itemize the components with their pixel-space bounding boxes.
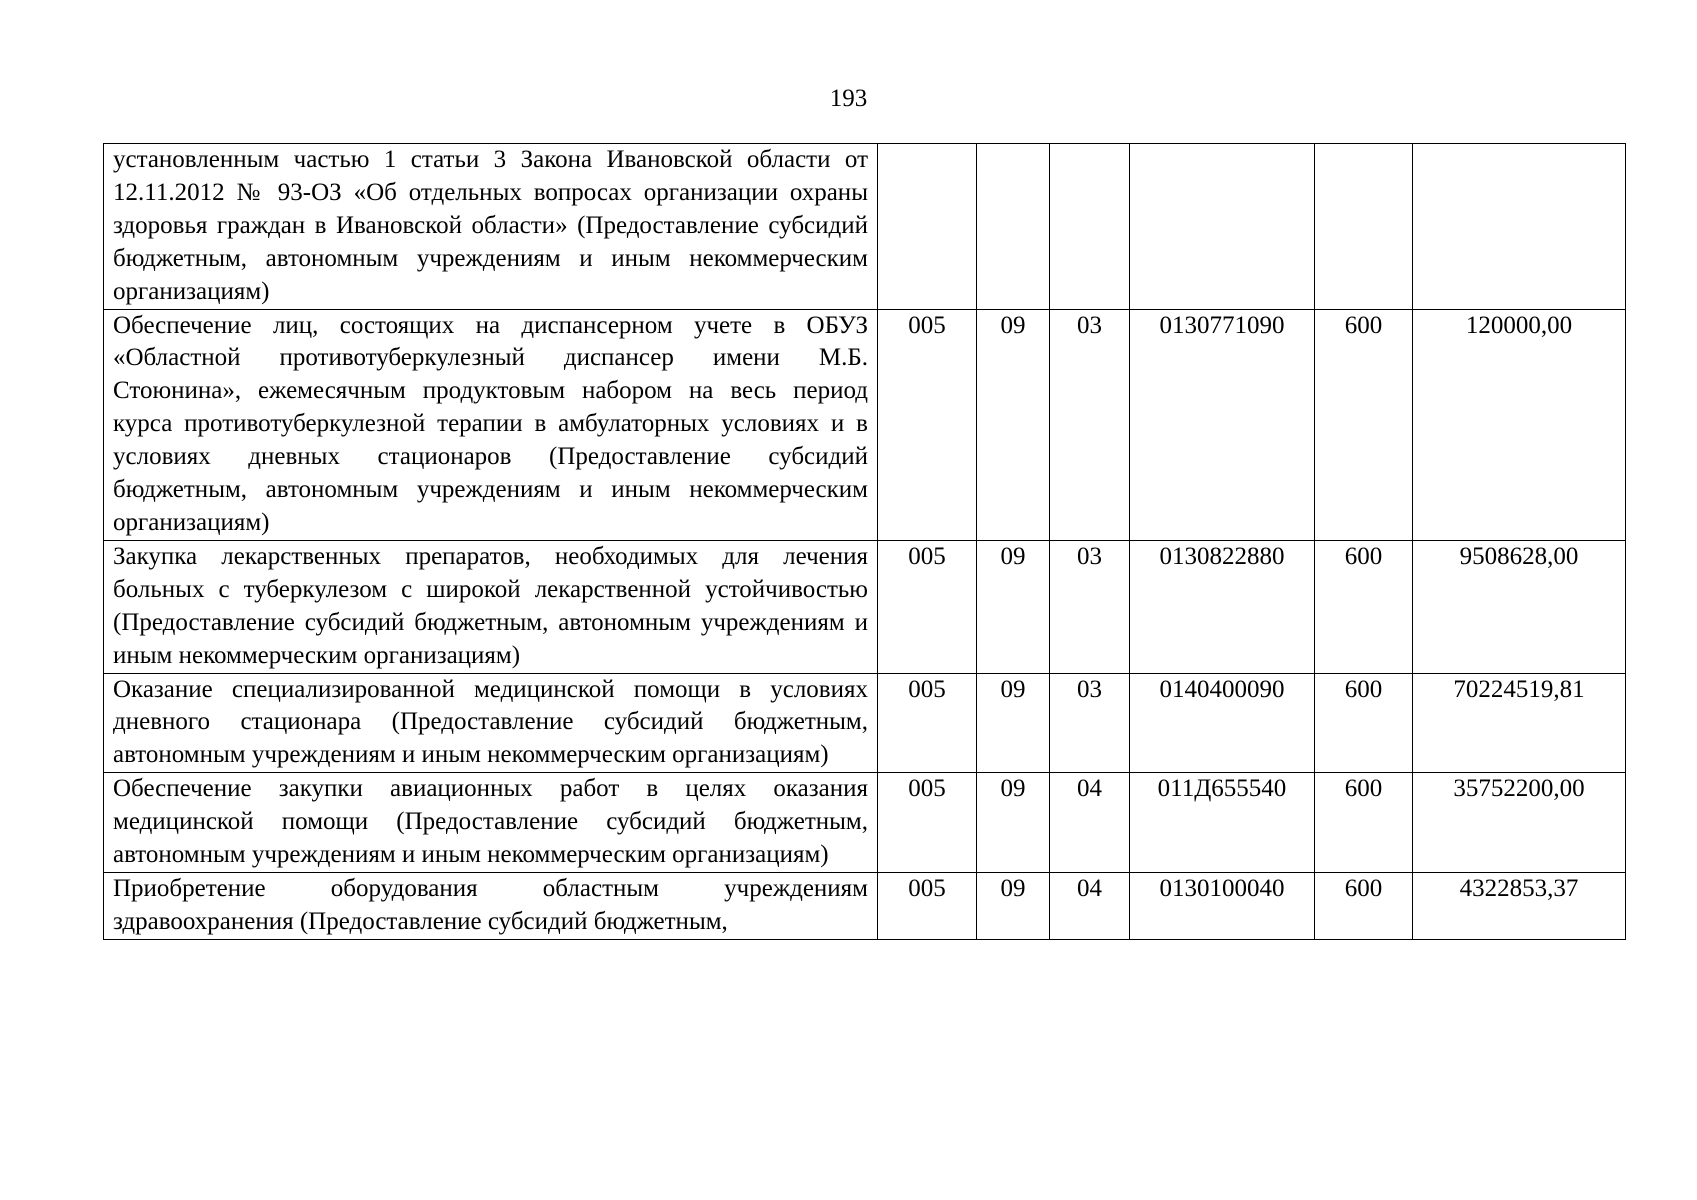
amount: 9508628,00 (1413, 540, 1626, 673)
row-description: Закупка лекарственных препаратов, необходимых для лечения больных с туберкулезом с широкой лекарственной устойчивостью (Предоставление субсидий бюджетным, автономным учреждениям и иным некоммерческим организациям) (104, 540, 878, 673)
subsection-code: 03 (1050, 540, 1130, 673)
target-article-code: 0130822880 (1130, 540, 1315, 673)
ministry-code (878, 144, 977, 310)
section-code: 09 (977, 872, 1050, 939)
row-description: Приобретение оборудования областным учреждениям здравоохранения (Предоставление субсидий бюджетным, (104, 872, 878, 939)
table-row (104, 540, 1626, 673)
expense-type-code: 600 (1315, 540, 1413, 673)
expense-type-code: 600 (1315, 309, 1413, 540)
section-code: 09 (977, 673, 1050, 773)
expense-type-code (1315, 144, 1413, 310)
ministry-code: 005 (878, 673, 977, 773)
row-description: установленным частью 1 статьи 3 Закона Ивановской области от 12.11.2012 № 93-ОЗ «Об отдельных вопросах организации охраны здоровья граждан в Ивановской области» (Предоставление субсидий бюджетным, автономным учреждениям и иным некоммерческим организациям) (104, 144, 878, 310)
table-row (104, 872, 1626, 939)
table-row (104, 673, 1626, 773)
row-description: Оказание специализированной медицинской помощи в условиях дневного стационара (Предоставление субсидий бюджетным, автономным учреждениям и иным некоммерческим организациям) (104, 673, 878, 773)
expense-type-code: 600 (1315, 773, 1413, 873)
subsection-code: 04 (1050, 773, 1130, 873)
target-article-code: 0130771090 (1130, 309, 1315, 540)
section-code: 09 (977, 309, 1050, 540)
target-article-code: 011Д655540 (1130, 773, 1315, 873)
amount (1413, 144, 1626, 310)
section-code: 09 (977, 540, 1050, 673)
expense-type-code: 600 (1315, 673, 1413, 773)
budget-table (103, 143, 1626, 940)
amount: 120000,00 (1413, 309, 1626, 540)
table-row (104, 309, 1626, 540)
section-code (977, 144, 1050, 310)
subsection-code (1050, 144, 1130, 310)
section-code: 09 (977, 773, 1050, 873)
amount: 35752200,00 (1413, 773, 1626, 873)
amount: 4322853,37 (1413, 872, 1626, 939)
ministry-code: 005 (878, 309, 977, 540)
ministry-code: 005 (878, 540, 977, 673)
subsection-code: 03 (1050, 673, 1130, 773)
table-row (104, 773, 1626, 873)
expense-type-code: 600 (1315, 872, 1413, 939)
row-description: Обеспечение закупки авиационных работ в целях оказания медицинской помощи (Предоставление субсидий бюджетным, автономным учреждениям и иным некоммерческим организациям) (104, 773, 878, 873)
page-number: 193 (829, 85, 868, 112)
amount: 70224519,81 (1413, 673, 1626, 773)
table-row (104, 144, 1626, 310)
subsection-code: 04 (1050, 872, 1130, 939)
target-article-code: 0130100040 (1130, 872, 1315, 939)
row-description: Обеспечение лиц, состоящих на диспансерном учете в ОБУЗ «Областной противотуберкулезный диспансер имени М.Б. Стоюнина», ежемесячным продуктовым набором на весь период курса противотуберкулезной терапии в амбулаторных условиях и в условиях дневных стационаров (Предоставление субсидий бюджетным, автономным учреждениям и иным некоммерческим организациям) (104, 309, 878, 540)
target-article-code (1130, 144, 1315, 310)
subsection-code: 03 (1050, 309, 1130, 540)
ministry-code: 005 (878, 872, 977, 939)
target-article-code: 0140400090 (1130, 673, 1315, 773)
ministry-code: 005 (878, 773, 977, 873)
